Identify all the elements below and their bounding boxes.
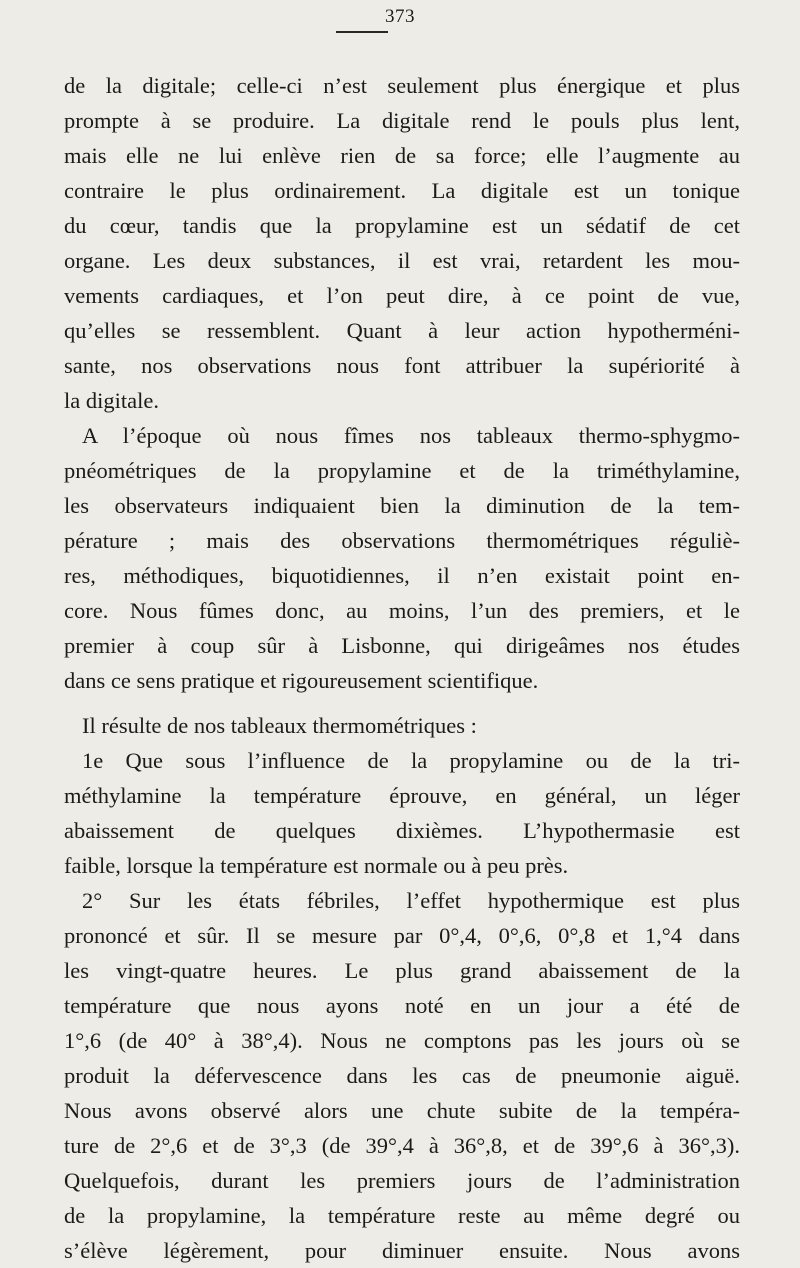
- text-line: A l’époque où nous fîmes nos tableaux thermo-sphygmo-: [82, 423, 740, 448]
- text-line: ture de 2°,6 et de 3°,3 (de 39°,4 à 36°,8, et de 39°,6 à 36°,3).: [64, 1133, 740, 1158]
- text-line: 2° Sur les états fébriles, l’effet hypothermique est plus: [82, 888, 740, 913]
- text-line: core. Nous fûmes donc, au moins, l’un des premiers, et le: [64, 598, 740, 623]
- text-line: 1e Que sous l’influence de la propylamine ou de la tri-: [82, 748, 740, 773]
- page-number: 373: [385, 6, 415, 27]
- text-line: de la propylamine, la température reste au même degré ou: [64, 1203, 740, 1228]
- text-line: vements cardiaques, et l’on peut dire, à ce point de vue,: [64, 283, 740, 308]
- paragraph-historical-observations: [64, 418, 740, 698]
- text-line: mais elle ne lui enlève rien de sa force; elle l’augmente au: [64, 143, 740, 168]
- text-line: s’élève légèrement, pour diminuer ensuite. Nous avons: [64, 1238, 740, 1263]
- paragraph-result-one: [64, 743, 740, 883]
- paragraph-result-two: [64, 883, 740, 1268]
- paragraph-digitale-comparison: [64, 68, 740, 418]
- text-line: prompte à se produire. La digitale rend le pouls plus lent,: [64, 108, 740, 133]
- text-line: du cœur, tandis que la propylamine est un sédatif de cet: [64, 213, 740, 238]
- text-line: de la digitale; celle-ci n’est seulement plus énergique et plus: [64, 73, 740, 98]
- text-line: premier à coup sûr à Lisbonne, qui dirigeâmes nos études: [64, 633, 740, 658]
- page-number-rule: [336, 31, 388, 33]
- text-line: prononcé et sûr. Il se mesure par 0°,4, 0°,6, 0°,8 et 1,°4 dans: [64, 923, 740, 948]
- text-line: sante, nos observations nous font attribuer la supériorité à: [64, 353, 740, 378]
- text-line: dans ce sens pratique et rigoureusement scientifique.: [64, 668, 539, 693]
- text-line: Quelquefois, durant les premiers jours de l’administration: [64, 1168, 740, 1193]
- text-line: organe. Les deux substances, il est vrai, retardent les mou-: [64, 248, 740, 273]
- text-line: température que nous ayons noté en un jour a été de: [64, 993, 740, 1018]
- text-line: qu’elles se ressemblent. Quant à leur action hypotherméni-: [64, 318, 740, 343]
- page-body-text: [64, 68, 740, 1268]
- paragraph-spacer: [64, 698, 740, 708]
- text-line: les observateurs indiquaient bien la diminution de la tem-: [64, 493, 740, 518]
- text-line: Nous avons observé alors une chute subite de la tempéra-: [64, 1098, 740, 1123]
- text-line: contraire le plus ordinairement. La digitale est un tonique: [64, 178, 740, 203]
- text-line: faible, lorsque la température est normale ou à peu près.: [64, 853, 569, 878]
- text-line: produit la défervescence dans les cas de pneumonie aiguë.: [64, 1063, 740, 1088]
- text-line: abaissement de quelques dixièmes. L’hypothermasie est: [64, 818, 740, 843]
- text-line: la digitale.: [64, 388, 159, 413]
- text-line: Il résulte de nos tableaux thermométriques :: [82, 713, 477, 738]
- text-line: pnéométriques de la propylamine et de la triméthylamine,: [64, 458, 740, 483]
- paragraph-results-intro: [64, 708, 740, 743]
- text-line: 1°,6 (de 40° à 38°,4). Nous ne comptons pas les jours où se: [64, 1028, 740, 1053]
- text-line: méthylamine la température éprouve, en général, un léger: [64, 783, 740, 808]
- text-line: res, méthodiques, biquotidiennes, il n’en existait point en-: [64, 563, 740, 588]
- text-line: pérature ; mais des observations thermométriques réguliè-: [64, 528, 740, 553]
- text-line: les vingt-quatre heures. Le plus grand abaissement de la: [64, 958, 740, 983]
